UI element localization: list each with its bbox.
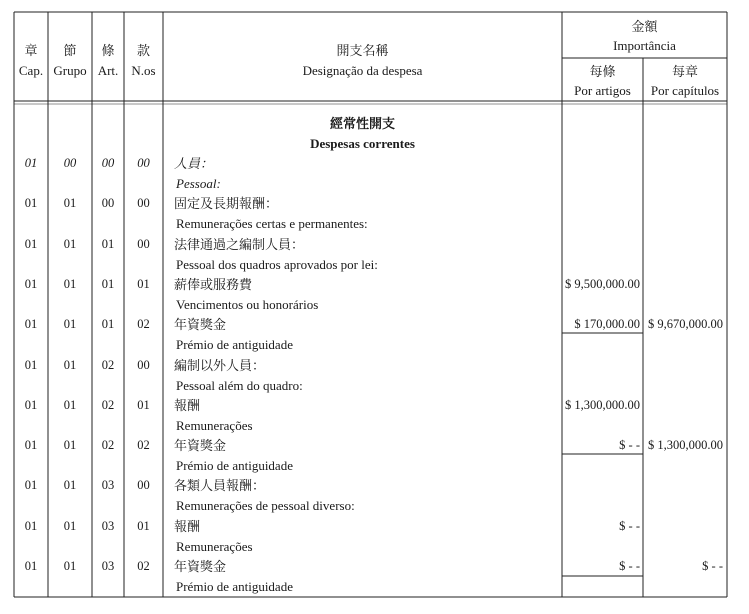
cell-designacao-pt: Prémio de antiguidade	[176, 579, 293, 594]
cell-por-capitulos: $ - -	[702, 559, 723, 573]
cell-art: 02	[101, 438, 115, 453]
header-cap-pt: Cap.	[18, 63, 44, 78]
header-grupo-zh: 節	[63, 43, 77, 58]
cell-grupo: 00	[63, 156, 77, 170]
cell-art: 03	[101, 518, 115, 533]
cell-num: 00	[137, 156, 150, 170]
cell-designacao-pt: Prémio de antiguidade	[176, 458, 293, 474]
cell-art: 00	[101, 156, 115, 170]
cell-cap: 01	[24, 196, 38, 211]
cell-designacao-zh: 年資獎金	[174, 317, 227, 333]
cell-grupo: 01	[63, 438, 77, 453]
cell-num: 02	[137, 438, 150, 453]
cell-grupo: 01	[63, 559, 77, 573]
cell-designacao-zh: 報酬	[174, 397, 201, 413]
cell-art: 03	[101, 478, 115, 493]
header-por-artigos-pt: Por artigos	[574, 83, 631, 98]
header-num-pt: N.os	[131, 63, 156, 78]
cell-num: 02	[137, 317, 150, 332]
header-designacao-zh: 開支名稱	[336, 43, 389, 58]
header-importancia-pt: Importância	[613, 38, 676, 53]
cell-grupo: 01	[63, 276, 77, 291]
cell-designacao-zh: 法律通過之編制人員：	[174, 236, 305, 252]
cell-num: 00	[137, 357, 150, 372]
header-por-artigos-zh: 每條	[589, 64, 616, 79]
cell-por-capitulos: $ 1,300,000.00	[648, 438, 723, 453]
cell-art: 01	[101, 276, 115, 291]
cell-cap: 01	[24, 438, 38, 453]
cell-num: 00	[137, 478, 150, 493]
cell-grupo: 01	[63, 357, 77, 372]
cell-por-artigos: $ 9,500,000.00	[565, 276, 640, 291]
cell-por-artigos: $ 170,000.00	[574, 317, 640, 332]
cell-designacao-pt: Pessoal:	[176, 176, 221, 191]
cell-por-artigos: $ 1,300,000.00	[565, 397, 640, 412]
cell-por-capitulos: $ 9,670,000.00	[648, 317, 723, 332]
cell-designacao-pt: Remunerações certas e permanentes:	[176, 216, 368, 232]
cell-grupo: 01	[63, 236, 77, 251]
cell-designacao-pt: Pessoal além do quadro:	[176, 377, 303, 393]
cell-cap: 01	[24, 518, 38, 533]
header-por-capitulos-pt: Por capítulos	[650, 83, 720, 98]
cell-cap: 01	[24, 478, 38, 493]
cell-art: 02	[101, 397, 115, 412]
cell-por-artigos: $ - -	[619, 559, 640, 573]
cell-cap: 01	[24, 397, 38, 412]
cell-art: 01	[101, 236, 115, 251]
header-art-pt: Art.	[97, 63, 119, 78]
cell-num: 00	[137, 236, 150, 251]
cell-designacao-zh: 固定及長期報酬：	[174, 196, 279, 212]
cell-designacao-zh: 年資獎金	[174, 438, 227, 454]
header-designacao-pt: Designação da despesa	[302, 63, 423, 78]
cell-art: 02	[101, 357, 115, 372]
cell-designacao-zh: 年資獎金	[174, 559, 227, 574]
cell-art: 00	[101, 196, 115, 211]
cell-num: 00	[137, 196, 150, 211]
cell-designacao-pt: Remunerações de pessoal diverso:	[176, 498, 355, 514]
cell-por-artigos: $ - -	[619, 438, 640, 453]
cell-designacao-pt: Prémio de antiguidade	[176, 337, 293, 353]
cell-por-artigos: $ - -	[619, 518, 640, 533]
header-grupo-pt: Grupo	[53, 63, 87, 78]
cell-designacao-pt: Pessoal dos quadros aprovados por lei:	[176, 256, 378, 272]
cell-designacao-zh: 人員：	[174, 156, 214, 171]
cell-cap: 01	[24, 276, 38, 291]
cell-grupo: 01	[63, 397, 77, 412]
header-importancia-zh: 金額	[631, 19, 658, 34]
cell-grupo: 01	[63, 196, 77, 211]
cell-cap: 01	[24, 357, 38, 372]
cell-cap: 01	[24, 236, 38, 251]
cell-designacao-zh: 薪俸或服務費	[174, 276, 253, 292]
section-title-zh: 經常性開支	[329, 116, 395, 131]
cell-designacao-zh: 報酬	[174, 518, 201, 534]
cell-grupo: 01	[63, 518, 77, 533]
cell-cap: 01	[24, 559, 38, 573]
header-cap-zh: 章	[24, 43, 38, 58]
cell-num: 01	[137, 276, 150, 291]
cell-designacao-zh: 編制以外人員：	[174, 357, 266, 373]
cell-cap: 01	[24, 156, 38, 170]
cell-cap: 01	[24, 317, 38, 332]
cell-grupo: 01	[63, 478, 77, 493]
cell-num: 01	[137, 397, 150, 412]
cell-art: 03	[101, 559, 115, 573]
header-num-zh: 款	[136, 43, 150, 58]
cell-num: 01	[137, 518, 150, 533]
cell-art: 01	[101, 317, 115, 332]
section-title-pt: Despesas correntes	[310, 136, 415, 151]
header-art-zh: 條	[101, 43, 115, 58]
cell-designacao-pt: Remunerações	[176, 538, 253, 554]
cell-num: 02	[137, 559, 150, 573]
cell-designacao-pt: Vencimentos ou honorários	[176, 296, 319, 312]
cell-designacao-zh: 各類人員報酬：	[174, 478, 266, 494]
header-por-capitulos-zh: 每章	[671, 64, 698, 79]
cell-grupo: 01	[63, 317, 77, 332]
cell-designacao-pt: Remunerações	[176, 417, 253, 433]
